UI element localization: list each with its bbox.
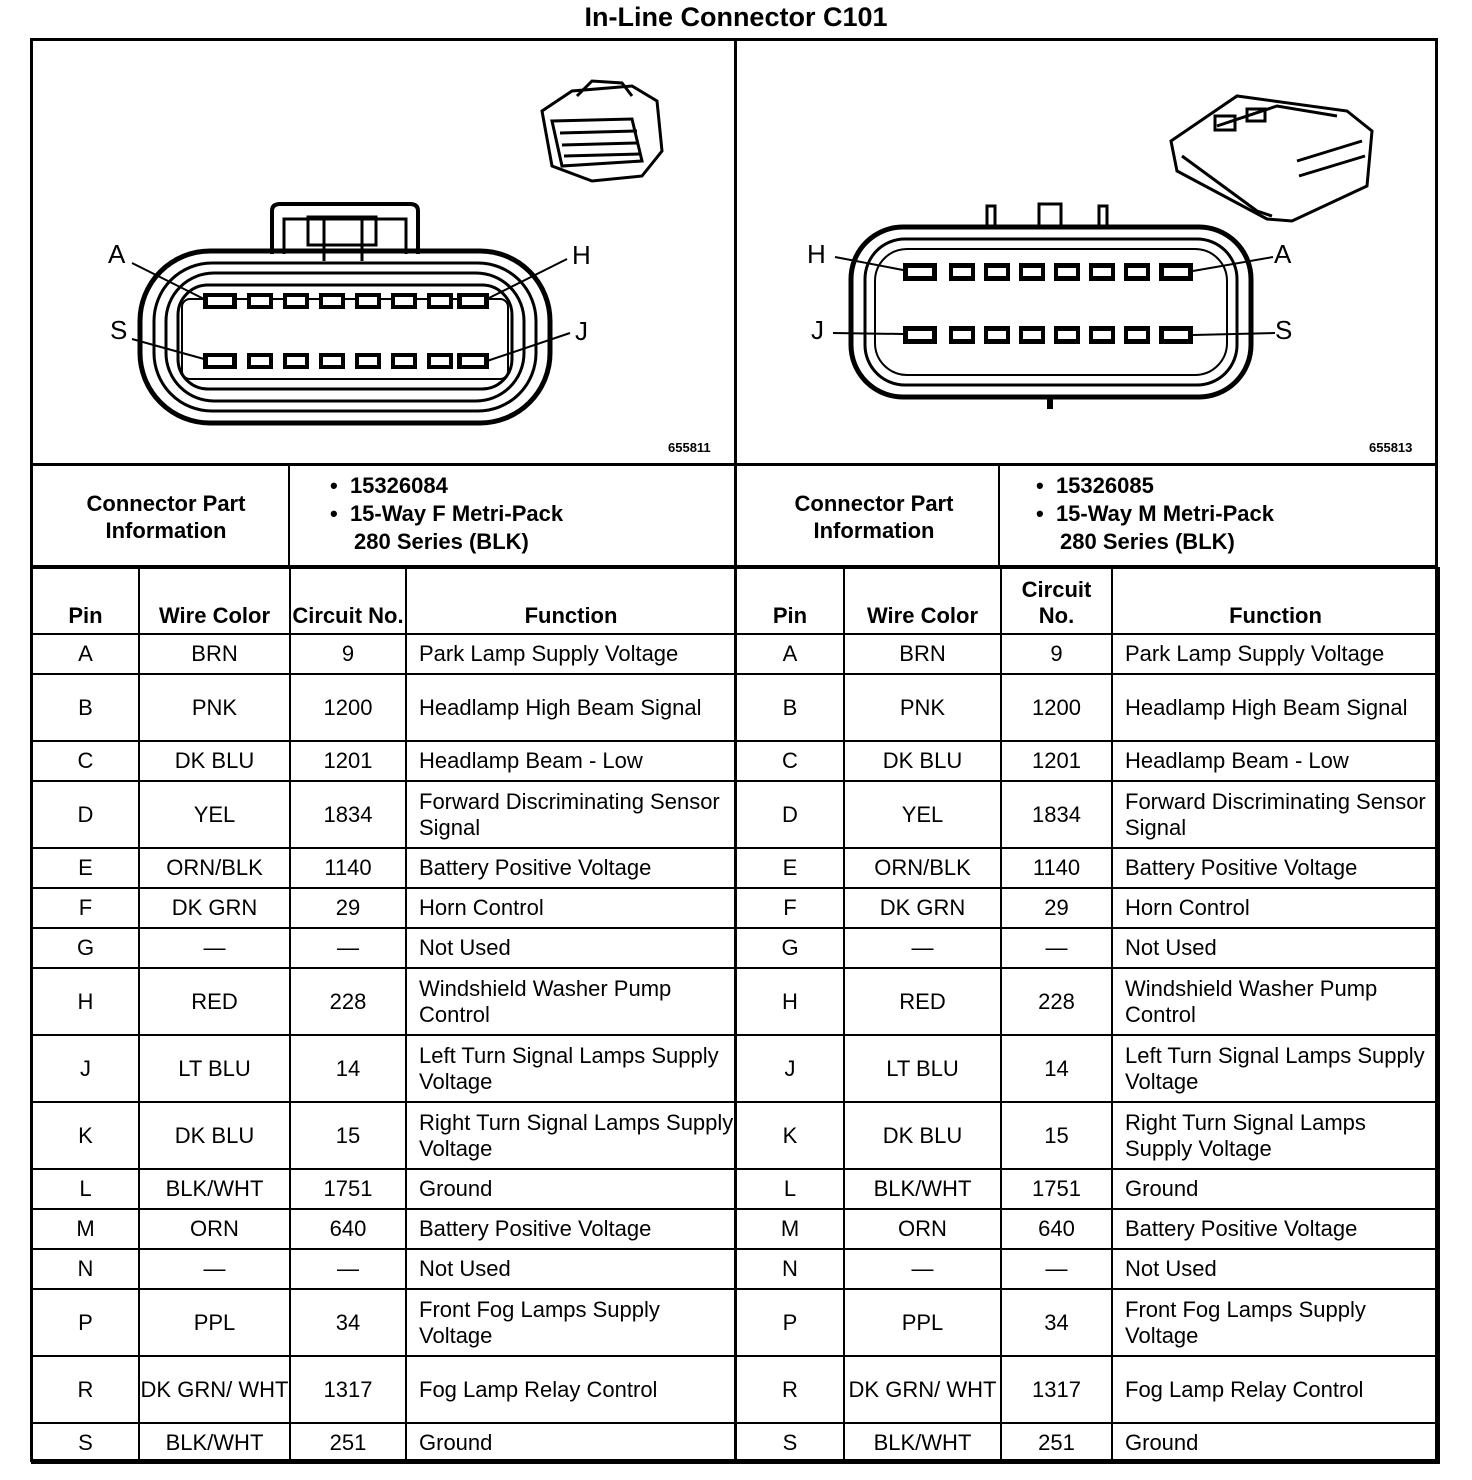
function-cell: Ground — [1112, 1169, 1439, 1209]
wire-color-cell: ORN — [844, 1209, 1001, 1249]
figure-number: 655811 — [668, 440, 711, 455]
function-cell: Front Fog Lamps Supply Voltage — [406, 1289, 736, 1356]
table-row — [32, 1423, 736, 1463]
circuit-cell: 1834 — [290, 781, 406, 848]
pin-cell: L — [32, 1169, 139, 1209]
function-cell: Not Used — [1112, 928, 1439, 968]
wire-color-cell: DK BLU — [139, 741, 290, 781]
pin-label-h: H — [807, 239, 826, 269]
function-cell: Horn Control — [1112, 888, 1439, 928]
table-row — [736, 968, 1439, 1035]
function-cell: Headlamp Beam - Low — [406, 741, 736, 781]
circuit-cell: 251 — [1001, 1423, 1112, 1463]
function-cell: Fog Lamp Relay Control — [406, 1356, 736, 1423]
pin-cell: N — [736, 1249, 844, 1289]
function-cell: Headlamp Beam - Low — [1112, 741, 1439, 781]
table-row — [736, 928, 1439, 968]
table-row — [32, 1102, 736, 1169]
pin-cell: D — [32, 781, 139, 848]
pin-table-male — [735, 567, 1440, 1464]
circuit-cell: 29 — [290, 888, 406, 928]
function-cell: Front Fog Lamps Supply Voltage — [1112, 1289, 1439, 1356]
table-row — [32, 1356, 736, 1423]
male-connector-figure — [737, 41, 1437, 461]
circuit-header: Circuit No. — [290, 568, 406, 634]
function-cell: Horn Control — [406, 888, 736, 928]
table-header-row — [736, 568, 1439, 634]
pin-cell: S — [736, 1423, 844, 1463]
function-cell: Windshield Washer Pump Control — [406, 968, 736, 1035]
pin-label-s: S — [1275, 315, 1293, 345]
wire-color-cell: DK GRN/ WHT — [139, 1356, 290, 1423]
part-info-divider-right — [998, 465, 1000, 567]
male-connector-drawing — [737, 41, 1437, 461]
part-info-list — [330, 472, 563, 556]
table-row — [32, 674, 736, 741]
circuit-cell: 640 — [1001, 1209, 1112, 1249]
wire-color-cell: BRN — [844, 634, 1001, 674]
pin-label-j: J — [575, 316, 588, 346]
circuit-cell: 228 — [1001, 968, 1112, 1035]
male-connector-3d-view — [1171, 96, 1372, 221]
circuit-cell: 1201 — [1001, 741, 1112, 781]
circuit-cell: 228 — [290, 968, 406, 1035]
function-header: Function — [406, 568, 736, 634]
pin-cell: R — [32, 1356, 139, 1423]
function-cell: Headlamp High Beam Signal — [406, 674, 736, 741]
wire-color-cell: PPL — [844, 1289, 1001, 1356]
table-row — [32, 968, 736, 1035]
table-row — [32, 741, 736, 781]
figure-bottom-rule — [31, 463, 1437, 466]
function-cell: Battery Positive Voltage — [406, 1209, 736, 1249]
wire-color-cell: DK GRN/ WHT — [844, 1356, 1001, 1423]
pin-cell: H — [736, 968, 844, 1035]
part-series: 280 Series (BLK) — [1060, 529, 1235, 554]
table-row — [32, 928, 736, 968]
function-cell: Not Used — [406, 1249, 736, 1289]
pin-cell: M — [736, 1209, 844, 1249]
table-row — [32, 848, 736, 888]
wire-color-cell: YEL — [139, 781, 290, 848]
table-row — [736, 741, 1439, 781]
wire-color-cell: DK BLU — [844, 741, 1001, 781]
circuit-cell: — — [1001, 1249, 1112, 1289]
part-info-label: Connector Part Information — [86, 491, 246, 543]
pin-header: Pin — [736, 568, 844, 634]
function-cell: Ground — [406, 1169, 736, 1209]
function-cell: Left Turn Signal Lamps Supply Voltage — [1112, 1035, 1439, 1102]
table-row — [736, 781, 1439, 848]
part-number: • 15326084 — [330, 473, 448, 498]
circuit-cell: 14 — [290, 1035, 406, 1102]
circuit-cell: 1200 — [1001, 674, 1112, 741]
wire-color-cell: DK GRN — [844, 888, 1001, 928]
circuit-cell: — — [1001, 928, 1112, 968]
part-type: • 15-Way F Metri-Pack — [330, 501, 564, 526]
circuit-cell: 34 — [290, 1289, 406, 1356]
circuit-cell: 1834 — [1001, 781, 1112, 848]
function-cell: Battery Positive Voltage — [1112, 848, 1439, 888]
pin-cell: G — [736, 928, 844, 968]
wire-color-cell: ORN — [139, 1209, 290, 1249]
pin-label-j: J — [811, 315, 824, 345]
circuit-cell: 1751 — [290, 1169, 406, 1209]
table-row — [32, 1169, 736, 1209]
bullet-icon: • — [330, 501, 350, 526]
function-cell: Right Turn Signal Lamps Supply Voltage — [1112, 1102, 1439, 1169]
circuit-cell: 640 — [290, 1209, 406, 1249]
circuit-cell: 1140 — [290, 848, 406, 888]
wire-color-header: Wire Color — [844, 568, 1001, 634]
bullet-icon: • — [1036, 473, 1056, 498]
table-row — [736, 1356, 1439, 1423]
wire-color-cell: YEL — [844, 781, 1001, 848]
table-row — [736, 1035, 1439, 1102]
wire-color-cell: — — [844, 1249, 1001, 1289]
pin-cell: F — [736, 888, 844, 928]
function-cell: Headlamp High Beam Signal — [1112, 674, 1439, 741]
table-row — [736, 888, 1439, 928]
function-cell: Forward Discriminating Sensor Signal — [406, 781, 736, 848]
circuit-cell: 1317 — [1001, 1356, 1112, 1423]
pin-label-a: A — [108, 239, 126, 269]
function-cell: Windshield Washer Pump Control — [1112, 968, 1439, 1035]
wire-color-cell: BLK/WHT — [139, 1423, 290, 1463]
pin-cell: S — [32, 1423, 139, 1463]
wire-color-cell: PNK — [844, 674, 1001, 741]
circuit-cell: 1317 — [290, 1356, 406, 1423]
table-header-row — [32, 568, 736, 634]
pin-label-h: H — [572, 240, 591, 270]
pin-header: Pin — [32, 568, 139, 634]
table-row — [32, 1289, 736, 1356]
pin-cell: E — [32, 848, 139, 888]
pin-cell: N — [32, 1249, 139, 1289]
table-row — [32, 1209, 736, 1249]
table-row — [736, 1289, 1439, 1356]
pin-cell: G — [32, 928, 139, 968]
pin-table-female — [31, 567, 737, 1464]
pin-cell: J — [736, 1035, 844, 1102]
table-row — [32, 781, 736, 848]
table-row — [736, 848, 1439, 888]
wire-color-cell: RED — [139, 968, 290, 1035]
wire-color-cell: ORN/BLK — [139, 848, 290, 888]
wire-color-cell: RED — [844, 968, 1001, 1035]
pin-cell: B — [736, 674, 844, 741]
bullet-icon: • — [1036, 501, 1056, 526]
function-cell: Fog Lamp Relay Control — [1112, 1356, 1439, 1423]
wire-color-cell: DK BLU — [844, 1102, 1001, 1169]
function-header: Function — [1112, 568, 1439, 634]
circuit-cell: 9 — [1001, 634, 1112, 674]
circuit-header: Circuit No. — [1001, 568, 1112, 634]
part-type: • 15-Way M Metri-Pack — [1036, 501, 1274, 526]
function-cell: Park Lamp Supply Voltage — [406, 634, 736, 674]
wire-color-cell: BLK/WHT — [139, 1169, 290, 1209]
wire-color-cell: LT BLU — [139, 1035, 290, 1102]
circuit-cell: — — [290, 1249, 406, 1289]
pin-cell: H — [32, 968, 139, 1035]
circuit-cell: 9 — [290, 634, 406, 674]
part-number: • 15326085 — [1036, 473, 1154, 498]
part-info-label: Connector Part Information — [794, 491, 954, 543]
circuit-cell: 251 — [290, 1423, 406, 1463]
wire-color-cell: DK GRN — [139, 888, 290, 928]
pin-cell: J — [32, 1035, 139, 1102]
part-info-divider-left — [288, 465, 290, 567]
circuit-cell: 15 — [290, 1102, 406, 1169]
pin-cell: K — [32, 1102, 139, 1169]
function-cell: Not Used — [406, 928, 736, 968]
function-cell: Park Lamp Supply Voltage — [1112, 634, 1439, 674]
function-cell: Right Turn Signal Lamps Supply Voltage — [406, 1102, 736, 1169]
circuit-cell: 1140 — [1001, 848, 1112, 888]
wire-color-cell: DK BLU — [139, 1102, 290, 1169]
circuit-cell: 1200 — [290, 674, 406, 741]
circuit-cell: 15 — [1001, 1102, 1112, 1169]
pin-cell: E — [736, 848, 844, 888]
page-title: In-Line Connector C101 — [584, 2, 888, 32]
pin-cell: M — [32, 1209, 139, 1249]
function-cell: Battery Positive Voltage — [1112, 1209, 1439, 1249]
wire-color-cell: PNK — [139, 674, 290, 741]
function-cell: Forward Discriminating Sensor Signal — [1112, 781, 1439, 848]
table-row — [736, 1169, 1439, 1209]
part-info-list — [1036, 472, 1274, 556]
part-series: 280 Series (BLK) — [354, 529, 529, 554]
wire-color-cell: PPL — [139, 1289, 290, 1356]
wire-color-cell: BLK/WHT — [844, 1423, 1001, 1463]
pin-label-s: S — [110, 315, 128, 345]
pin-cell: P — [736, 1289, 844, 1356]
table-row — [736, 1209, 1439, 1249]
pin-label-a: A — [1274, 239, 1292, 269]
figure-number: 655813 — [1369, 440, 1413, 455]
table-row — [32, 1249, 736, 1289]
function-cell: Ground — [406, 1423, 736, 1463]
female-connector-drawing — [32, 41, 732, 461]
table-row — [736, 634, 1439, 674]
wire-color-cell: LT BLU — [844, 1035, 1001, 1102]
pin-cell: F — [32, 888, 139, 928]
table-row — [736, 1102, 1439, 1169]
function-cell: Not Used — [1112, 1249, 1439, 1289]
pin-cell: K — [736, 1102, 844, 1169]
circuit-cell: — — [290, 928, 406, 968]
table-row — [32, 634, 736, 674]
wire-color-cell: ORN/BLK — [844, 848, 1001, 888]
pin-cell: D — [736, 781, 844, 848]
pin-cell: C — [736, 741, 844, 781]
circuit-cell: 1751 — [1001, 1169, 1112, 1209]
circuit-cell: 1201 — [290, 741, 406, 781]
pin-cell: A — [32, 634, 139, 674]
wire-color-cell: — — [139, 1249, 290, 1289]
function-cell: Ground — [1112, 1423, 1439, 1463]
function-cell: Battery Positive Voltage — [406, 848, 736, 888]
pin-cell: C — [32, 741, 139, 781]
table-row — [32, 1035, 736, 1102]
wire-color-cell: — — [844, 928, 1001, 968]
pin-cell: P — [32, 1289, 139, 1356]
wire-color-cell: BRN — [139, 634, 290, 674]
function-cell: Left Turn Signal Lamps Supply Voltage — [406, 1035, 736, 1102]
table-row — [736, 1423, 1439, 1463]
table-row — [736, 674, 1439, 741]
bullet-icon: • — [330, 473, 350, 498]
wire-color-cell: BLK/WHT — [844, 1169, 1001, 1209]
female-connector-3d-view — [542, 81, 662, 181]
pin-cell: L — [736, 1169, 844, 1209]
circuit-cell: 29 — [1001, 888, 1112, 928]
female-connector-figure — [32, 41, 732, 461]
wire-color-header: Wire Color — [139, 568, 290, 634]
pin-cell: A — [736, 634, 844, 674]
table-row — [736, 1249, 1439, 1289]
wire-color-cell: — — [139, 928, 290, 968]
pin-cell: R — [736, 1356, 844, 1423]
table-row — [32, 888, 736, 928]
circuit-cell: 14 — [1001, 1035, 1112, 1102]
pin-cell: B — [32, 674, 139, 741]
circuit-cell: 34 — [1001, 1289, 1112, 1356]
